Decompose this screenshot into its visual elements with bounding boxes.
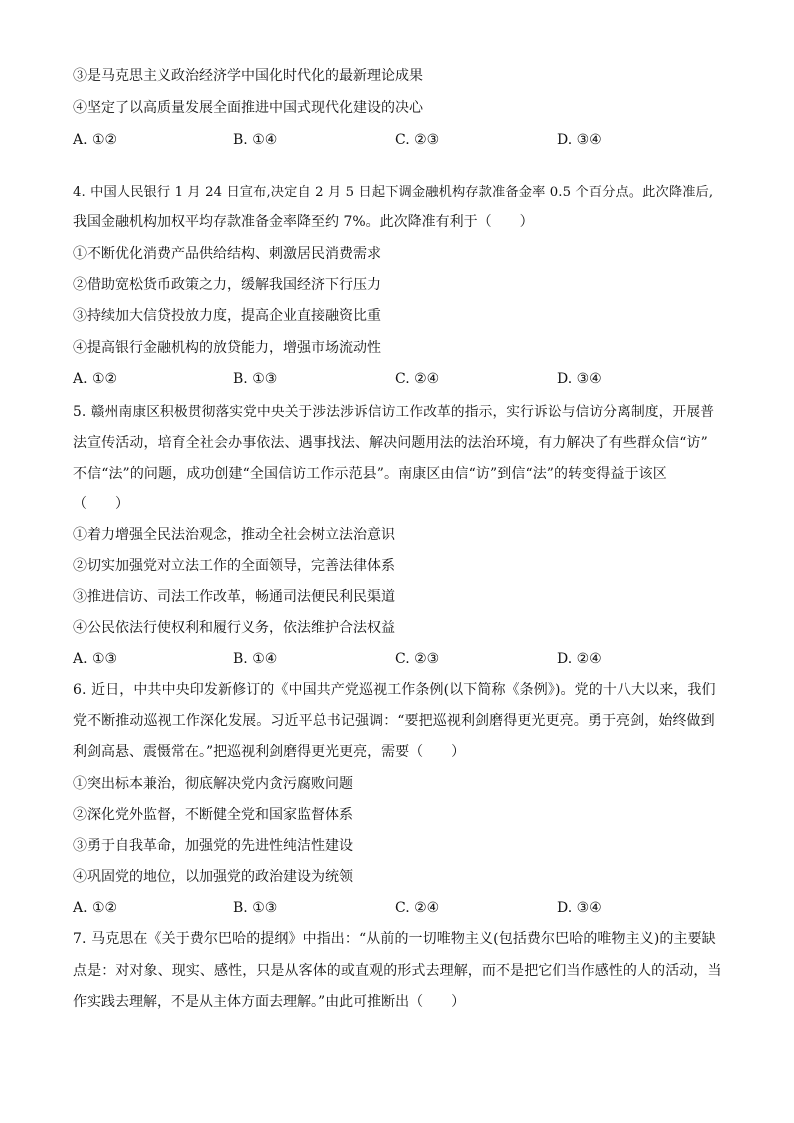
q6-statement-2: ②深化党外监督，不断健全党和国家监督体系: [73, 807, 353, 823]
q4-option-c[interactable]: C. ②④: [395, 371, 440, 387]
q5-statement-2: ②切实加强党对立法工作的全面领导，完善法律体系: [73, 558, 395, 574]
q5-statement-4: ④公民依法行使权利和履行义务，依法维护合法权益: [73, 620, 395, 636]
q6-statement-1: ①突出标本兼治，彻底解决党内贪污腐败问题: [73, 776, 353, 792]
q5-stem-line-3: 不信“法”的问题，成功创建“全国信访工作示范县”。南康区由信“访”到信“法”的转变得益于该区: [73, 466, 667, 482]
q6-option-a[interactable]: A. ①②: [73, 900, 118, 916]
q5-stem-line-1: 5. 赣州南康区积极贯彻落实党中央关于涉法涉诉信访工作改革的指示，实行诉讼与信访分离制度，开展普: [73, 404, 715, 420]
q7-stem-line-3: 作实践去理解，不是从主体方面去理解。”由此可推断出（ ）: [73, 994, 466, 1010]
q4-option-b[interactable]: B. ①③: [233, 371, 278, 387]
q6-statement-3: ③勇于自我革命，加强党的先进性纯洁性建设: [73, 838, 353, 854]
q4-options: [73, 370, 723, 388]
q3-option-c[interactable]: C. ②③: [395, 132, 440, 148]
q4-statement-1: ①不断优化消费产品供给结构、刺激居民消费需求: [73, 246, 381, 262]
q5-statement-1: ①着力增强全民法治观念，推动全社会树立法治意识: [73, 527, 395, 543]
q6-stem-line-1: 6. 近日，中共中央印发新修订的《中国共产党巡视工作条例(以下简称《条例》)。党的十八大以来，我们: [73, 682, 716, 698]
q6-stem-line-3: 利剑高悬、震慑常在。”把巡视利剑磨得更光更亮，需要（ ）: [73, 744, 466, 760]
q5-statement-3: ③推进信访、司法工作改革，畅通司法便民利民渠道: [73, 589, 395, 605]
q3-options: [73, 131, 723, 149]
q6-options: [73, 899, 723, 917]
q7-stem-line-1: 7. 马克思在《关于费尔巴哈的提纲》中指出：“从前的一切唯物主义(包括费尔巴哈的唯物主义)的主要缺: [73, 931, 716, 947]
q6-option-d[interactable]: D. ③④: [557, 900, 602, 916]
q4-stem-line-2: 我国金融机构加权平均存款准备金率降至约 7%。此次降准有利于（ ）: [73, 214, 534, 230]
q6-statement-4: ④巩固党的地位，以加强党的政治建设为统领: [73, 869, 353, 885]
q3-statement-4: ④坚定了以高质量发展全面推进中国式现代化建设的决心: [73, 100, 423, 116]
q5-option-b[interactable]: B. ①④: [233, 651, 278, 667]
q3-option-a[interactable]: A. ①②: [73, 132, 118, 148]
q6-stem-line-2: 党不断推动巡视工作深化发展。习近平总书记强调：“要把巡视利剑磨得更光更亮。勇于亮剑，始终做到: [73, 713, 715, 729]
q3-option-b[interactable]: B. ①④: [233, 132, 278, 148]
q4-statement-4: ④提高银行金融机构的放贷能力，增强市场流动性: [73, 340, 381, 356]
q4-statement-2: ②借助宽松货币政策之力，缓解我国经济下行压力: [73, 277, 381, 293]
q7-stem-line-2: 点是：对对象、现实、感性，只是从客体的或直观的形式去理解，而不是把它们当作感性的人的活动，当: [73, 963, 722, 979]
q6-option-c[interactable]: C. ②④: [395, 900, 440, 916]
q4-stem-line-1: 4. 中国人民银行 1 月 24 日宣布,决定自 2 月 5 日起下调金融机构存款准备金率 0.5 个百分点。此次降准后,: [73, 185, 714, 200]
q5-option-c[interactable]: C. ②③: [395, 651, 440, 667]
q5-stem-line-4: （ ）: [73, 496, 129, 512]
q4-option-d[interactable]: D. ③④: [557, 371, 602, 387]
q5-stem-line-2: 法宣传活动，培育全社会办事依法、遇事找法、解决问题用法的法治环境，有力解决了有些群众信“访”: [73, 435, 708, 451]
q5-options: [73, 650, 723, 668]
q3-statement-3: ③是马克思主义政治经济学中国化时代化的最新理论成果: [73, 68, 423, 84]
q3-option-d[interactable]: D. ③④: [557, 132, 602, 148]
q6-option-b[interactable]: B. ①③: [233, 900, 278, 916]
q5-option-a[interactable]: A. ①③: [73, 651, 118, 667]
q5-option-d[interactable]: D. ②④: [557, 651, 602, 667]
q4-option-a[interactable]: A. ①②: [73, 371, 118, 387]
q4-statement-3: ③持续加大信贷投放力度，提高企业直接融资比重: [73, 308, 381, 324]
